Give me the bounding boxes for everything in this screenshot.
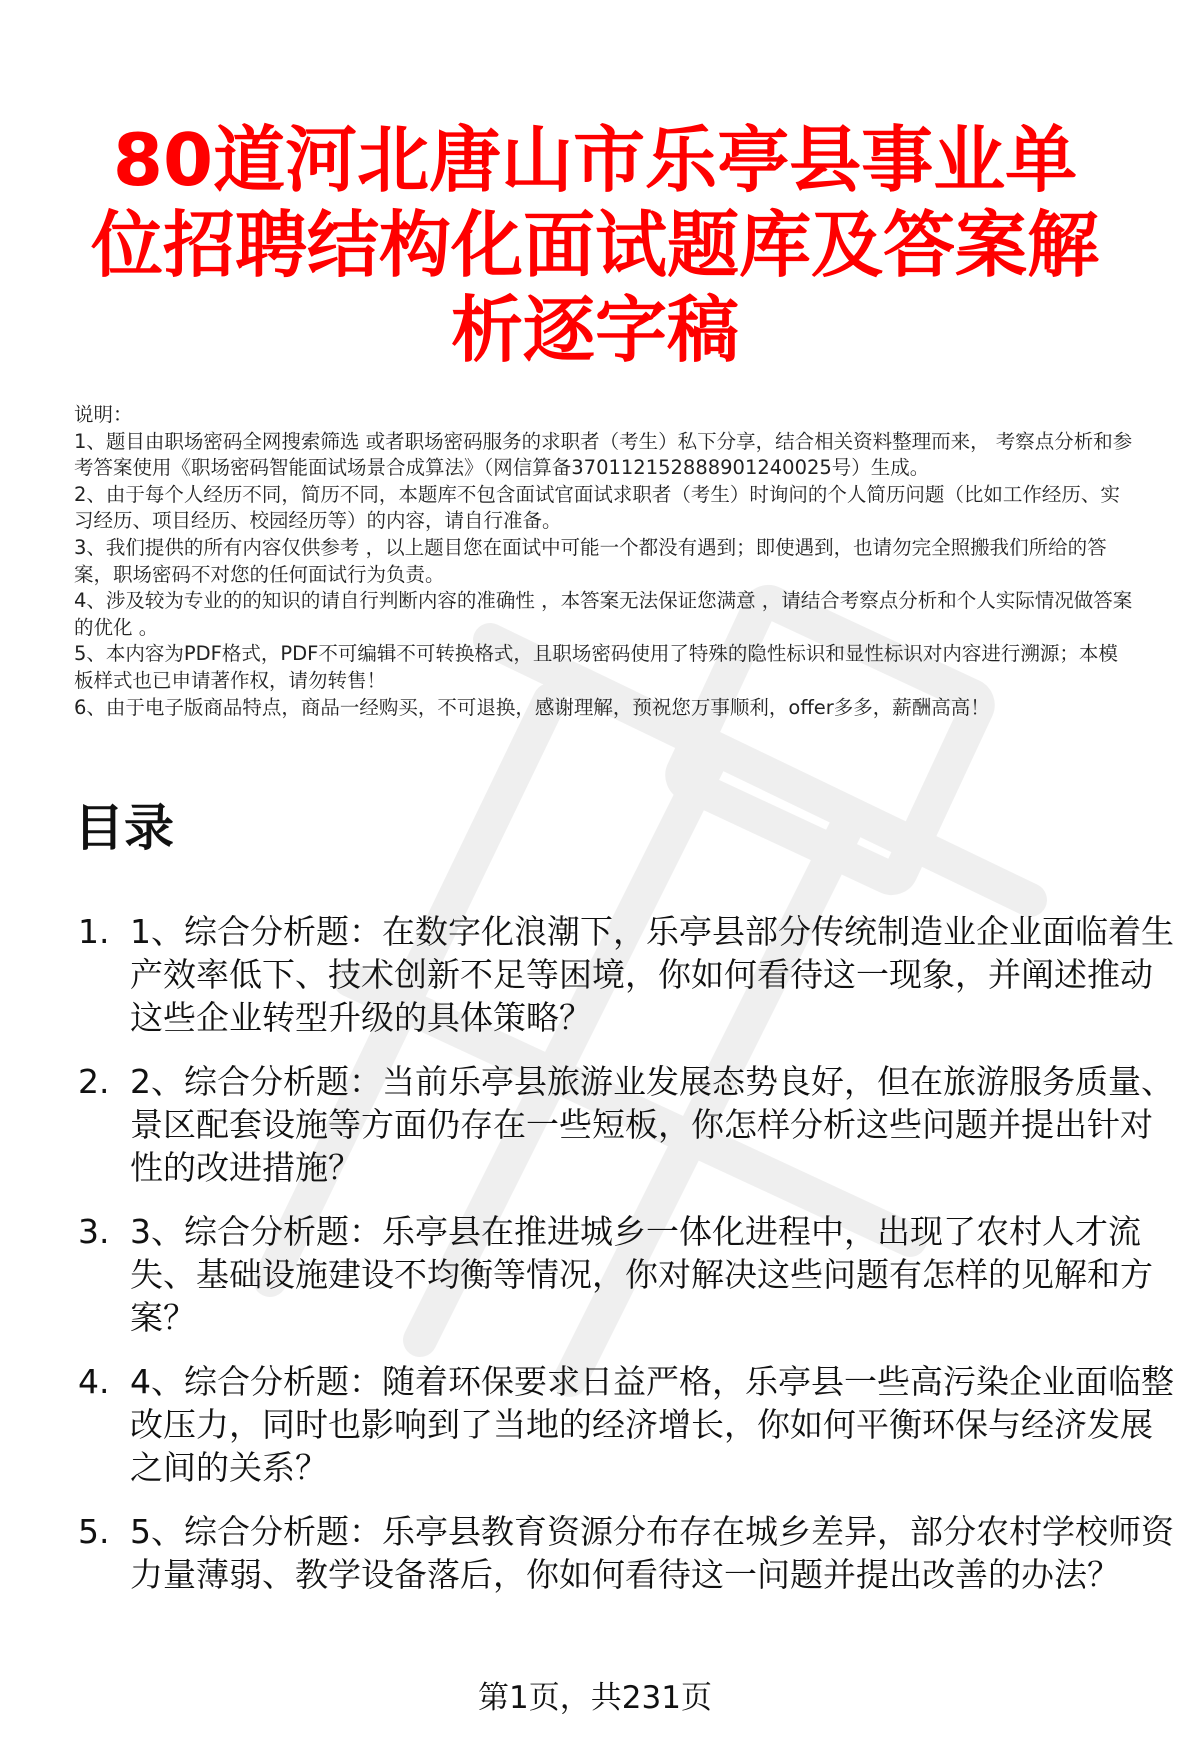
- toc-item[interactable]: [74, 1060, 1174, 1189]
- toc-list: [74, 910, 1174, 1617]
- note-line: 1、题目由职场密码全网搜索筛选 或者职场密码服务的求职者（考生）私下分享，结合相关资料整理而来， 考察点分析和参考答案使用《职场密码智能面试场景合成算法》（网信算备370112152888901240025号）生成。: [74, 429, 1133, 480]
- note-line: 3、我们提供的所有内容仅供参考 ，以上题目您在面试中可能一个都没有遇到；即使遇到，也请勿完全照搬我们所给的答案，职场密码不对您的任何面试行为负责。: [74, 535, 1107, 586]
- toc-item[interactable]: [74, 1360, 1174, 1489]
- toc-item-number: 1.: [78, 912, 110, 951]
- note-line: 说明：: [74, 403, 133, 426]
- note-line: 2、由于每个人经历不同，简历不同，本题库不包含面试官面试求职者（考生）时询问的个人简历问题（比如工作经历、实习经历、项目经历、校园经历等）的内容，请自行准备。: [74, 482, 1120, 533]
- toc-item-text: 1、综合分析题：在数字化浪潮下，乐亭县部分传统制造业企业面临着生产效率低下、技术创新不足等困境，你如何看待这一现象，并阐述推动这些企业转型升级的具体策略？: [130, 912, 1174, 1037]
- toc-item-text: 2、综合分析题：当前乐亭县旅游业发展态势良好，但在旅游服务质量、景区配套设施等方面仍存在一些短板，你怎样分析这些问题并提出针对性的改进措施？: [130, 1062, 1174, 1187]
- note-line: 6、由于电子版商品特点，商品一经购买，不可退换，感谢理解，预祝您万事顺利，offer多多，薪酬高高！: [74, 695, 990, 719]
- toc-item[interactable]: [74, 1210, 1174, 1339]
- toc-item-text: 3、综合分析题：乐亭县在推进城乡一体化进程中，出现了农村人才流失、基础设施建设不均衡等情况，你对解决这些问题有怎样的见解和方案？: [130, 1212, 1153, 1337]
- toc-item-number: 4.: [78, 1362, 110, 1401]
- toc-item-number: 2.: [78, 1062, 110, 1101]
- toc-item-text: 5、综合分析题：乐亭县教育资源分布存在城乡差异，部分农村学校师资力量薄弱、教学设备落后，你如何看待这一问题并提出改善的办法？: [130, 1512, 1174, 1594]
- document-title: 80道河北唐山市乐亭县事业单位招聘结构化面试题库及答案解析逐字稿: [90, 118, 1099, 372]
- note-line: 4、涉及较为专业的的知识的请自行判断内容的准确性 ，本答案无法保证您满意 ，请结合考察点分析和个人实际情况做答案的优化 。: [74, 589, 1133, 639]
- toc-item[interactable]: [74, 1510, 1174, 1596]
- toc-item[interactable]: [74, 910, 1174, 1039]
- note-line: 5、本内容为PDF格式，PDF不可编辑不可转换格式，且职场密码使用了特殊的隐性标识和显性标识对内容进行溯源；本模板样式也已申请著作权，请勿转售！: [74, 642, 1118, 692]
- toc-heading: 目录: [74, 799, 174, 857]
- toc-item-number: 3.: [78, 1212, 110, 1251]
- notes-section: [74, 402, 1134, 721]
- page-number-footer: 第1页，共231页: [478, 1680, 712, 1716]
- toc-item-number: 5.: [78, 1512, 110, 1551]
- toc-item-text: 4、综合分析题：随着环保要求日益严格，乐亭县一些高污染企业面临整改压力，同时也影响到了当地的经济增长，你如何平衡环保与经济发展之间的关系？: [130, 1362, 1174, 1487]
